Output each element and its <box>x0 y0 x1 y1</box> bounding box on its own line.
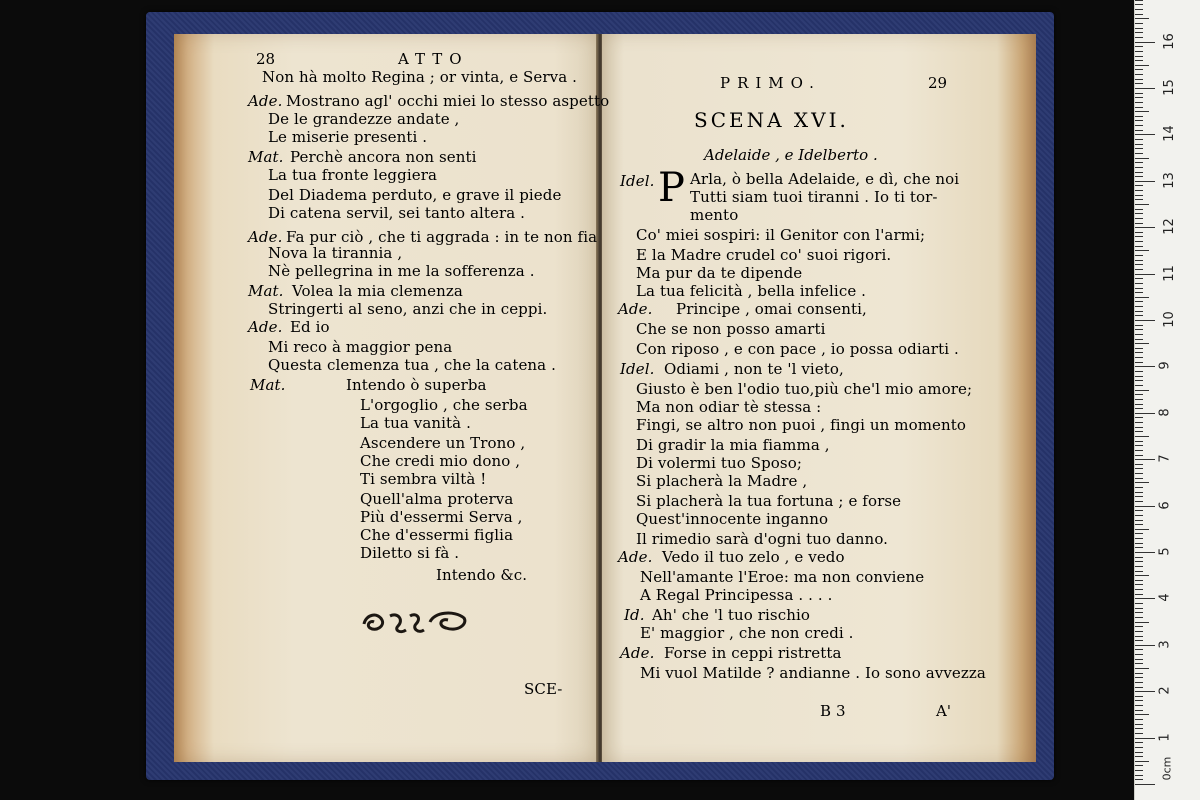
ruler-tick <box>1135 752 1143 753</box>
ruler-tick <box>1135 492 1143 493</box>
speaker-label: Ade. <box>618 548 653 566</box>
ruler-tick <box>1135 450 1143 451</box>
ruler-tick <box>1135 232 1143 233</box>
ruler-tick <box>1135 283 1143 284</box>
ruler-tick <box>1135 663 1143 664</box>
ruler-tick <box>1135 612 1143 613</box>
ruler-tick <box>1135 278 1143 279</box>
ruler-tick <box>1135 696 1143 697</box>
ruler-number: 3 <box>1157 640 1173 649</box>
ruler-tick <box>1135 478 1143 479</box>
ruler-tick <box>1135 51 1143 52</box>
ruler-tick <box>1135 608 1143 609</box>
speaker-label: Mat. <box>248 282 284 300</box>
ruler-tick <box>1135 250 1149 251</box>
ruler-tick <box>1135 691 1155 692</box>
verse-line: Tutti siam tuoi tiranni . Io ti tor- <box>690 188 938 206</box>
verse-line: Ah' che 'l tuo rischio <box>652 606 811 624</box>
ruler-tick <box>1135 325 1143 326</box>
ruler-tick <box>1135 784 1155 785</box>
verse-line: E la Madre crudel co' suoi rigori. <box>636 246 892 264</box>
ruler-tick <box>1135 636 1143 637</box>
verse-line: Ti sembra viltà ! <box>360 470 487 488</box>
ruler-tick <box>1135 738 1155 739</box>
verse-line: De le grandezze andate , <box>268 110 460 128</box>
catchword-right: A' <box>936 702 952 720</box>
verse-line: Con riposo , e con pace , io possa odiarti . <box>636 340 959 358</box>
verse-line: Che se non posso amarti <box>636 320 826 338</box>
ruler-tick <box>1135 654 1143 655</box>
drop-cap: P <box>658 165 685 211</box>
catchword-left: SCE- <box>524 680 563 698</box>
ruler-tick <box>1135 436 1149 437</box>
ruler-tick <box>1135 747 1143 748</box>
ruler-tick <box>1135 176 1143 177</box>
ruler-tick <box>1135 255 1143 256</box>
ruler-tick <box>1135 269 1143 270</box>
speaker-label: Mat. <box>250 376 286 394</box>
ruler-tick <box>1135 301 1143 302</box>
ruler-number: 16 <box>1161 32 1177 50</box>
ruler-tick <box>1135 617 1143 618</box>
ruler-tick <box>1135 213 1143 214</box>
ruler-tick <box>1135 501 1143 502</box>
verse-line: Ma non odiar tè stessa : <box>636 398 822 416</box>
ruler-tick <box>1135 172 1143 173</box>
ruler-tick <box>1135 195 1143 196</box>
ruler-tick <box>1135 4 1143 5</box>
ruler-tick <box>1135 399 1143 400</box>
ruler-tick <box>1135 482 1149 483</box>
ruler-tick <box>1135 742 1143 743</box>
verse-line: Perchè ancora non senti <box>290 148 477 166</box>
verse-line: Nova la tirannia , <box>268 244 403 262</box>
ruler-tick <box>1135 366 1155 367</box>
speaker-label: Idel. <box>620 360 655 378</box>
verse-line: La tua felicità , bella infelice . <box>636 282 867 300</box>
verse-line: Mostrano agl' occhi miei lo stesso aspetto <box>286 92 610 110</box>
ruler-tick <box>1135 724 1143 725</box>
signature-mark: B 3 <box>820 702 846 720</box>
ruler-tick <box>1135 468 1143 469</box>
ruler-tick <box>1135 682 1143 683</box>
ruler-tick <box>1135 687 1143 688</box>
running-head-right: PRIMO. <box>720 74 821 92</box>
ruler-tick <box>1135 236 1143 237</box>
ruler-tick <box>1135 547 1143 548</box>
verse-line: Ma pur da te dipende <box>636 264 803 282</box>
ruler-tick <box>1135 297 1149 298</box>
ruler-tick <box>1135 0 1143 1</box>
ruler-tick <box>1135 668 1149 669</box>
verse-line: Ascendere un Trono , <box>360 434 526 452</box>
verse-line: Intendo ò superba <box>346 376 487 394</box>
ruler-tick <box>1135 246 1143 247</box>
ruler-tick <box>1135 116 1143 117</box>
ruler-tick <box>1135 134 1155 135</box>
ruler-number: 8 <box>1157 408 1173 417</box>
ruler-tick <box>1135 274 1155 275</box>
verse-line: Che credi mio dono , <box>360 452 521 470</box>
ruler-tick <box>1135 42 1155 43</box>
verse-line: Vedo il tuo zelo , e vedo <box>662 548 845 566</box>
ruler-tick <box>1135 524 1143 525</box>
ruler-tick <box>1135 455 1143 456</box>
ruler-tick <box>1135 431 1143 432</box>
verse-line: La tua fronte leggiera <box>268 166 438 184</box>
ruler-tick <box>1135 93 1143 94</box>
ruler-tick <box>1135 23 1143 24</box>
ruler-tick <box>1135 120 1143 121</box>
ruler-tick <box>1135 677 1143 678</box>
ruler-tick <box>1135 645 1155 646</box>
ruler-tick <box>1135 18 1149 19</box>
ruler-tick <box>1135 288 1143 289</box>
ruler-tick <box>1135 673 1143 674</box>
ruler-tick <box>1135 334 1143 335</box>
running-head-left: ATTO <box>398 50 469 68</box>
verse-line: Fa pur ciò , che ti aggrada : in te non fia <box>286 228 598 246</box>
ruler-tick <box>1135 533 1143 534</box>
ruler-tick <box>1135 659 1143 660</box>
ruler-tick <box>1135 144 1143 145</box>
ruler-tick <box>1135 125 1143 126</box>
ruler-tick <box>1135 520 1143 521</box>
ruler-tick <box>1135 83 1143 84</box>
verse-line: Si placherà la Madre , <box>636 472 808 490</box>
ruler-tick <box>1135 510 1143 511</box>
verse-line: A Regal Principessa . . . . <box>640 586 833 604</box>
verse-line: Il rimedio sarà d'ogni tuo danno. <box>636 530 889 548</box>
verse-line: Diletto si fà . <box>360 544 460 562</box>
page-number-left: 28 <box>256 50 276 68</box>
ruler-tick <box>1135 529 1149 530</box>
ruler-tick <box>1135 148 1143 149</box>
speaker-label: Mat. <box>248 148 284 166</box>
verse-line: Intendo &c. <box>436 566 528 584</box>
ruler-tick <box>1135 32 1143 33</box>
ruler-tick <box>1135 46 1143 47</box>
verse-line: Co' miei sospiri: il Genitor con l'armi; <box>636 226 926 244</box>
ruler-tick <box>1135 9 1143 10</box>
measuring-ruler <box>1134 0 1200 800</box>
verse-line: Del Diadema perduto, e grave il piede <box>268 186 562 204</box>
verse-line: Che d'essermi figlia <box>360 526 514 544</box>
ruler-tick <box>1135 158 1149 159</box>
ruler-tick <box>1135 557 1143 558</box>
verse-line: Quell'alma proterva <box>360 490 514 508</box>
verse-line: Si placherà la tua fortuna ; e forse <box>636 492 902 510</box>
ruler-tick <box>1135 209 1143 210</box>
ruler-tick <box>1135 473 1143 474</box>
ruler-tick <box>1135 603 1143 604</box>
ruler-tick <box>1135 765 1143 766</box>
verse-line: Nell'amante l'Eroe: ma non conviene <box>640 568 925 586</box>
ruler-tick <box>1135 626 1143 627</box>
scene-characters: Adelaide , e Idelberto . <box>704 146 878 164</box>
ruler-tick <box>1135 264 1143 265</box>
ruler-tick <box>1135 543 1143 544</box>
page-number-right: 29 <box>928 74 948 92</box>
ornament-icon <box>360 606 470 638</box>
ruler-tick <box>1135 107 1143 108</box>
ruler-tick <box>1135 315 1143 316</box>
verse-line: Più d'essermi Serva , <box>360 508 523 526</box>
ruler-tick <box>1135 241 1143 242</box>
ruler-tick <box>1135 167 1143 168</box>
ruler-tick <box>1135 728 1143 729</box>
ruler-tick <box>1135 700 1143 701</box>
scene-title: SCENA XVI. <box>694 108 849 132</box>
ruler-tick <box>1135 227 1155 228</box>
ruler-tick <box>1135 130 1143 131</box>
ruler-tick <box>1135 352 1143 353</box>
ruler-tick <box>1135 779 1143 780</box>
verse-line: Volea la mia clemenza <box>292 282 463 300</box>
ruler-number: 14 <box>1161 125 1177 143</box>
ruler-tick <box>1135 598 1155 599</box>
verse-line: Di gradir la mia fiamma , <box>636 436 830 454</box>
verse-line: Questa clemenza tua , che la catena . <box>268 356 556 374</box>
ruler-tick <box>1135 162 1143 163</box>
ruler-tick <box>1135 538 1143 539</box>
verse-line: Mi reco à maggior pena <box>268 338 453 356</box>
ruler-tick <box>1135 218 1143 219</box>
ruler-number: 13 <box>1161 172 1177 189</box>
ruler-tick <box>1135 102 1143 103</box>
verse-line: Ed io <box>290 318 330 336</box>
ruler-tick <box>1135 339 1143 340</box>
ruler-tick <box>1135 60 1143 61</box>
ruler-tick <box>1135 571 1143 572</box>
ruler-tick <box>1135 487 1143 488</box>
ruler-tick <box>1135 413 1155 414</box>
ruler-tick <box>1135 580 1143 581</box>
ruler-tick <box>1135 408 1143 409</box>
speaker-label: Id. <box>624 606 645 624</box>
ruler-tick <box>1135 733 1143 734</box>
ruler-tick <box>1135 566 1143 567</box>
ruler-number: 1 <box>1157 732 1173 742</box>
ruler-tick <box>1135 594 1143 595</box>
ruler-tick <box>1135 111 1149 112</box>
ruler-tick <box>1135 584 1143 585</box>
ruler-tick <box>1135 371 1143 372</box>
verse-line: Di catena servil, sei tanto altera . <box>268 204 526 222</box>
ruler-number: 9 <box>1157 361 1173 371</box>
ruler-tick <box>1135 719 1143 720</box>
ruler-tick <box>1135 37 1143 38</box>
ruler-tick <box>1135 320 1155 321</box>
verse-line: Giusto è ben l'odio tuo,più che'l mio amore; <box>636 380 973 398</box>
ruler-number: 10 <box>1161 311 1177 328</box>
ruler-number: 6 <box>1157 500 1173 510</box>
ruler-tick <box>1135 422 1143 423</box>
verse-line: E' maggior , che non credi . <box>640 624 854 642</box>
ruler-tick <box>1135 260 1143 261</box>
ruler-tick <box>1135 357 1143 358</box>
ruler-tick <box>1135 190 1143 191</box>
ruler-unit: 0cm <box>1160 756 1174 781</box>
verse-line: Le miserie presenti . <box>268 128 428 146</box>
ruler-tick <box>1135 56 1143 57</box>
ruler-tick <box>1135 376 1143 377</box>
verse-line: Nè pellegrina in me la sofferenza . <box>268 262 535 280</box>
verse-line: La tua vanità . <box>360 414 471 432</box>
verse-line: Di volermi tuo Sposo; <box>636 454 803 472</box>
first-line-speaker: Idel. <box>620 172 655 190</box>
ruler-tick <box>1135 496 1143 497</box>
verse-line: Fingi, se altro non puoi , fingi un momento <box>636 416 967 434</box>
ruler-tick <box>1135 14 1143 15</box>
ruler-tick <box>1135 348 1143 349</box>
ruler-tick <box>1135 204 1149 205</box>
ruler-tick <box>1135 362 1143 363</box>
ruler-tick <box>1135 306 1143 307</box>
ruler-tick <box>1135 380 1143 381</box>
ruler-tick <box>1135 459 1155 460</box>
ruler-tick <box>1135 464 1143 465</box>
ruler-number: 2 <box>1157 686 1173 695</box>
ruler-tick <box>1135 427 1143 428</box>
verse-line: L'orgoglio , che serba <box>360 396 528 414</box>
ruler-number: 15 <box>1161 79 1177 96</box>
ruler-tick <box>1135 649 1143 650</box>
ruler-tick <box>1135 385 1143 386</box>
ruler-tick <box>1135 552 1155 553</box>
speaker-label: Ade. <box>248 228 283 246</box>
ruler-tick <box>1135 710 1143 711</box>
ruler-tick <box>1135 292 1143 293</box>
ruler-tick <box>1135 640 1143 641</box>
verse-line: Principe , omai consenti, <box>676 300 867 318</box>
ruler-tick <box>1135 97 1143 98</box>
ruler-tick <box>1135 88 1155 89</box>
ruler-tick <box>1135 775 1143 776</box>
ruler-tick <box>1135 622 1149 623</box>
verse-line: Mi vuol Matilde ? andianne . Io sono avvezza <box>640 664 986 682</box>
ruler-tick <box>1135 79 1143 80</box>
ruler-number: 5 <box>1157 547 1173 556</box>
ruler-tick <box>1135 223 1143 224</box>
verse-line: Non hà molto Regina ; or vinta, e Serva . <box>262 68 578 86</box>
ruler-tick <box>1135 561 1143 562</box>
ruler-tick <box>1135 311 1143 312</box>
ruler-tick <box>1135 404 1143 405</box>
speaker-label: Ade. <box>620 644 655 662</box>
verse-line: mento <box>690 206 739 224</box>
ruler-tick <box>1135 714 1149 715</box>
ruler-tick <box>1135 756 1143 757</box>
ruler-tick <box>1135 390 1149 391</box>
verse-line: Stringerti al seno, anzi che in ceppi. <box>268 300 548 318</box>
ruler-tick <box>1135 74 1143 75</box>
ruler-tick <box>1135 69 1143 70</box>
ruler-tick <box>1135 445 1143 446</box>
ruler-tick <box>1135 181 1155 182</box>
verse-line: Forse in ceppi ristretta <box>664 644 842 662</box>
ruler-tick <box>1135 705 1143 706</box>
ruler-tick <box>1135 575 1149 576</box>
ruler-number: 12 <box>1161 218 1177 235</box>
verse-line: Odiami , non te 'l vieto, <box>664 360 844 378</box>
ruler-tick <box>1135 761 1149 762</box>
first-line-text: Arla, ò bella Adelaide, e dì, che noi <box>690 170 960 188</box>
ruler-tick <box>1135 515 1143 516</box>
ruler-tick <box>1135 153 1143 154</box>
ruler-tick <box>1135 417 1143 418</box>
verse-line: Quest'innocente inganno <box>636 510 829 528</box>
ruler-tick <box>1135 329 1143 330</box>
ruler-tick <box>1135 441 1143 442</box>
ruler-tick <box>1135 770 1143 771</box>
ruler-tick <box>1135 506 1155 507</box>
ruler-tick <box>1135 343 1149 344</box>
speaker-label: Ade. <box>248 318 283 336</box>
ruler-tick <box>1135 65 1149 66</box>
ruler-number: 7 <box>1157 454 1173 463</box>
ruler-tick <box>1135 28 1143 29</box>
ruler-number: 11 <box>1161 264 1177 282</box>
speaker-label: Ade. <box>618 300 653 318</box>
ruler-tick <box>1135 185 1143 186</box>
ruler-number: 4 <box>1157 593 1173 603</box>
ruler-tick <box>1135 394 1143 395</box>
ruler-tick <box>1135 631 1143 632</box>
speaker-label: Ade. <box>248 92 283 110</box>
ruler-tick <box>1135 589 1143 590</box>
ruler-tick <box>1135 139 1143 140</box>
ruler-tick <box>1135 199 1143 200</box>
